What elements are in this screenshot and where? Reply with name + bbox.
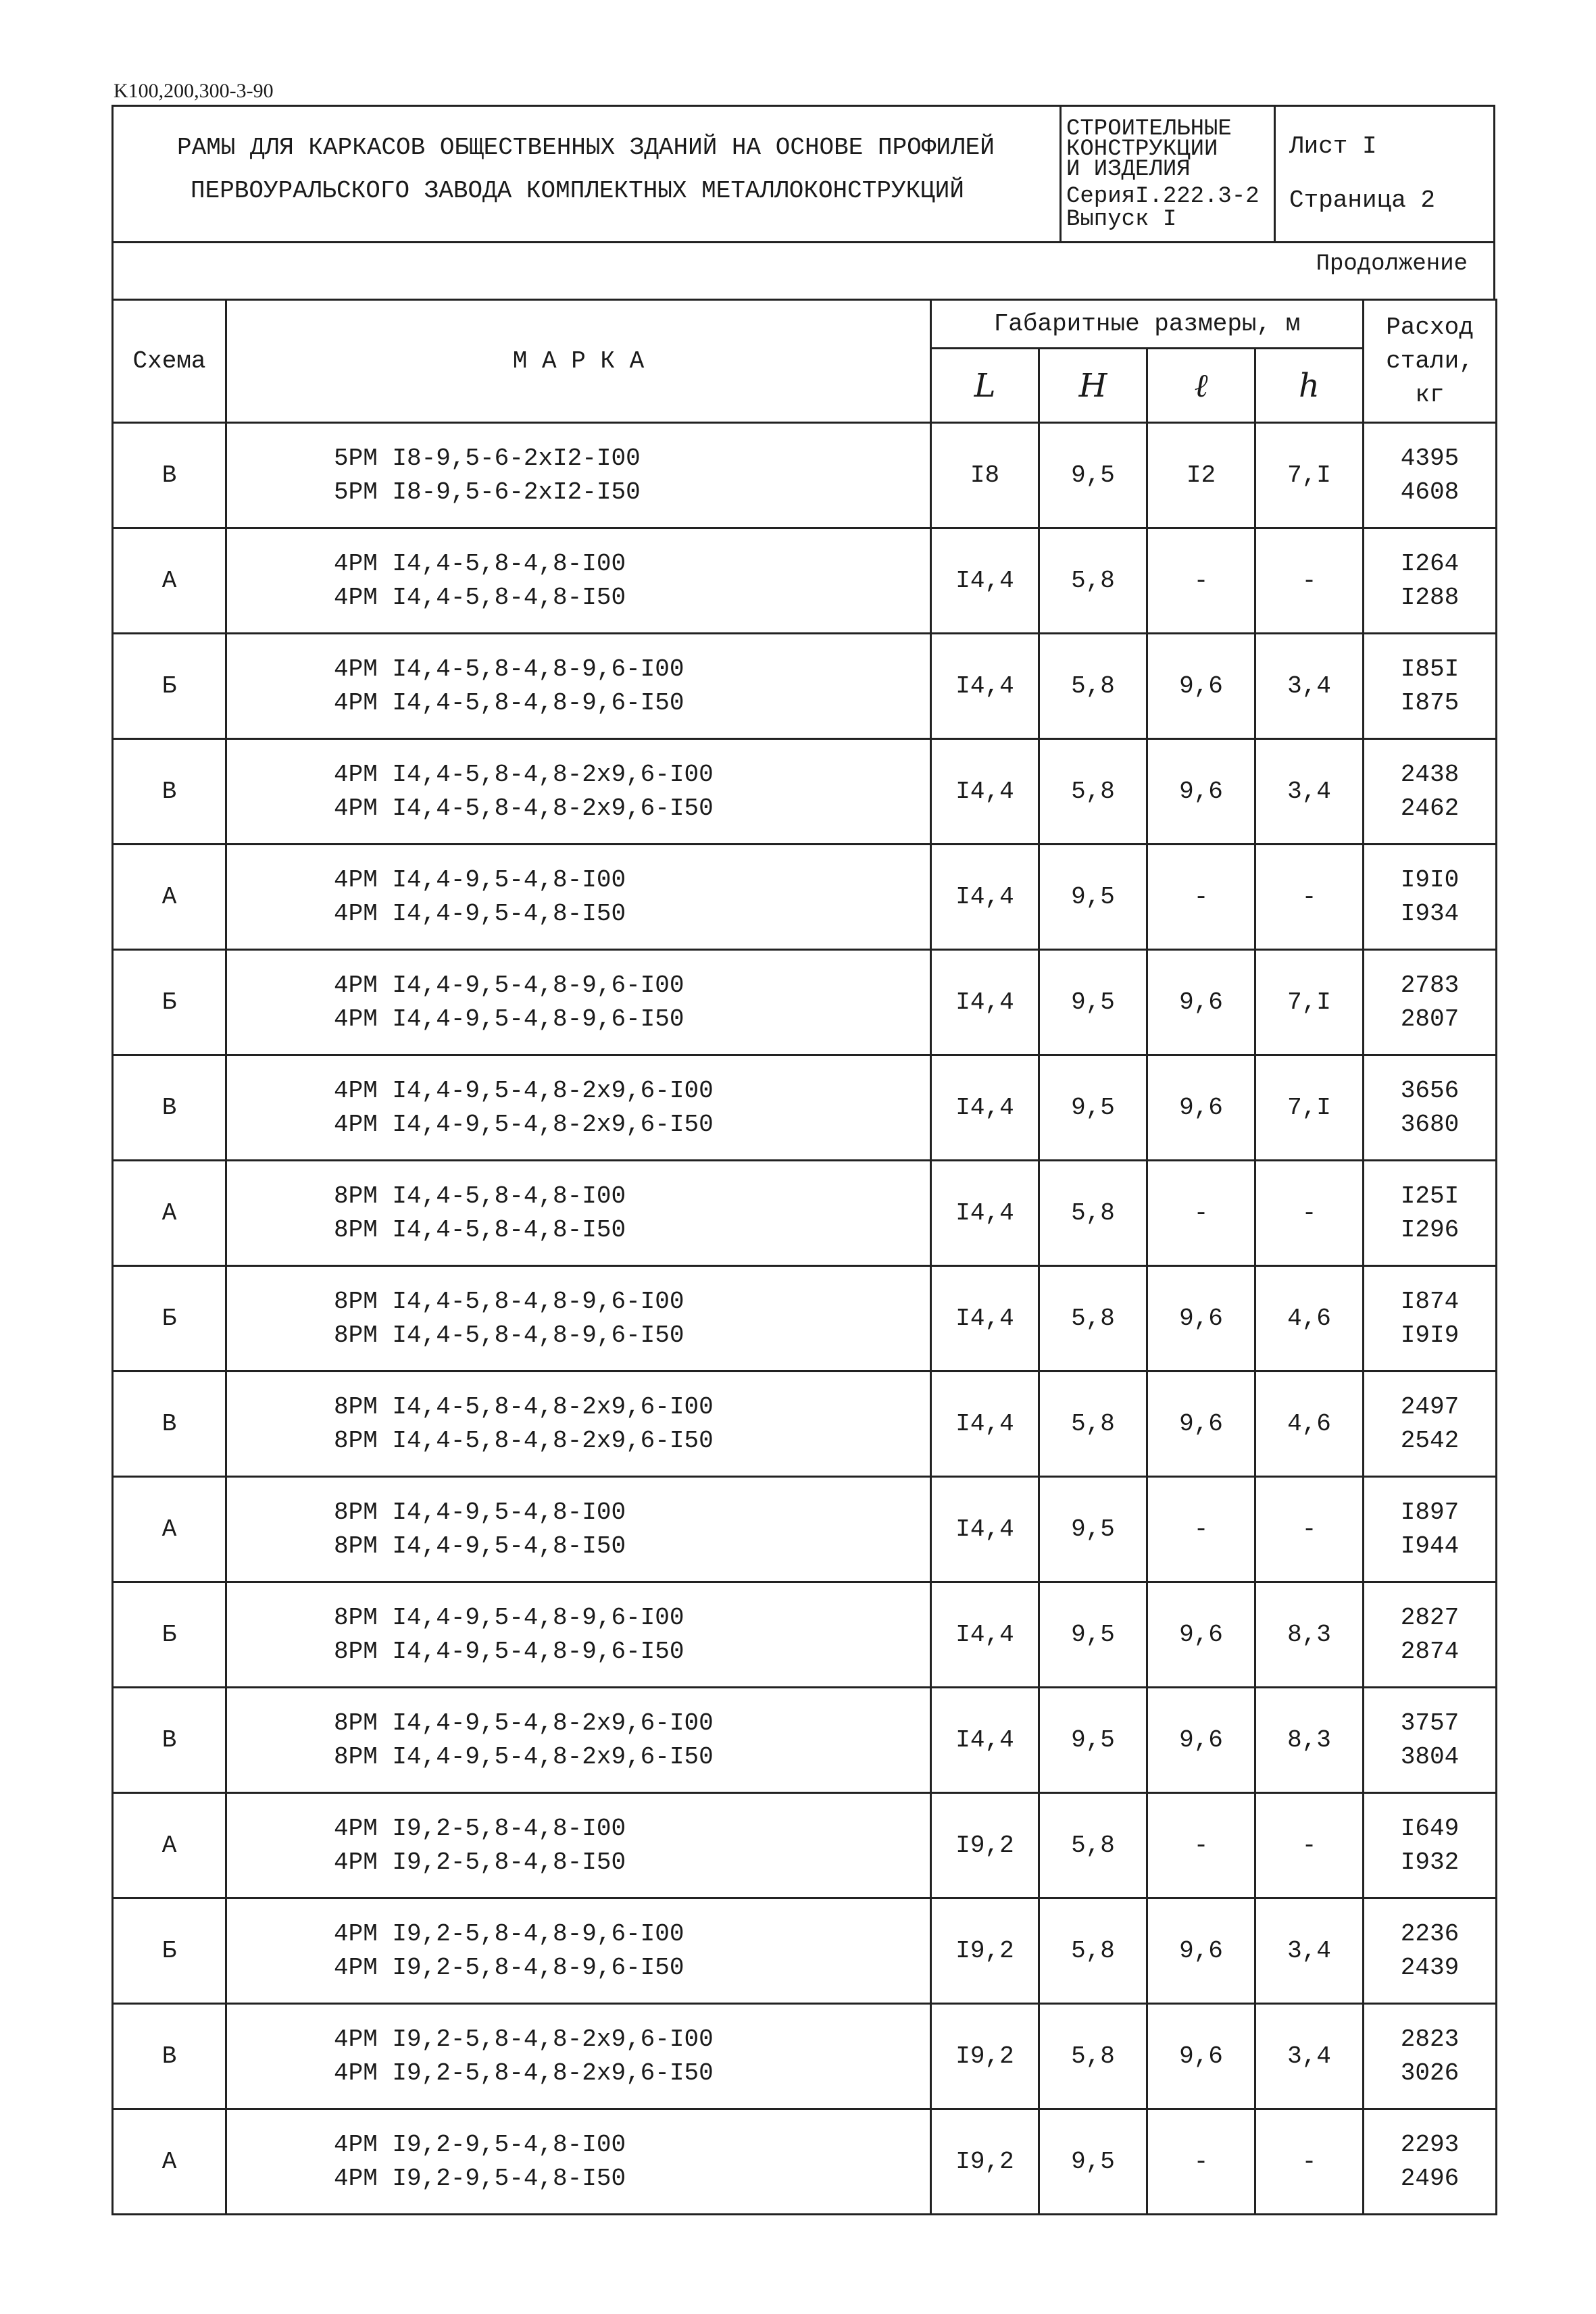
cell-l: 9,6 [1147, 1688, 1255, 1793]
cell-steel [1364, 1055, 1497, 1161]
steel-150: 4608 [1400, 478, 1460, 506]
cell-l: 9,6 [1147, 950, 1255, 1055]
cell-l: I2 [1147, 423, 1255, 528]
cell-scheme: А [113, 1793, 226, 1898]
mark-100: 8РМ I4,4-5,8-4,8-I00 [334, 1182, 626, 1210]
cell-H: 5,8 [1039, 1898, 1147, 2004]
cell-H: 5,8 [1039, 1793, 1147, 1898]
table-row [113, 1055, 1497, 1161]
cell-h: 4,6 [1255, 1266, 1364, 1372]
cell-L: I4,4 [931, 950, 1039, 1055]
cell-steel [1364, 2109, 1497, 2215]
steel-100: I897 [1400, 1498, 1460, 1526]
title-line-1: РАМЫ ДЛЯ КАРКАСОВ ОБЩЕСТВЕННЫХ ЗДАНИЙ НА ОСНОВЕ ПРОФИЛЕЙ [177, 134, 995, 161]
header-scheme: Схема [113, 300, 226, 423]
cell-scheme: Б [113, 1582, 226, 1688]
continuation-label: Продолжение [1316, 251, 1468, 277]
cell-H: 5,8 [1039, 634, 1147, 739]
table-row [113, 950, 1497, 1055]
cell-h: 3,4 [1255, 739, 1364, 845]
steel-150: 2542 [1400, 1426, 1460, 1455]
steel-150: 2462 [1400, 794, 1460, 822]
mark-100: 4РМ I4,4-5,8-4,8-2х9,6-I00 [334, 760, 714, 788]
mark-100: 5РМ I8-9,5-6-2хI2-I00 [334, 444, 641, 472]
cell-h: - [1255, 1793, 1364, 1898]
steel-150: I944 [1400, 1532, 1460, 1560]
series-line-2: КОНСТРУКЦИИ [1066, 136, 1218, 162]
mark-100: 8РМ I4,4-9,5-4,8-9,6-I00 [334, 1603, 684, 1632]
header-L: L [931, 349, 1039, 423]
cell-mark [226, 950, 931, 1055]
cell-l: - [1147, 528, 1255, 634]
cell-steel [1364, 1582, 1497, 1688]
cell-mark [226, 1688, 931, 1793]
cell-steel [1364, 1793, 1497, 1898]
cell-scheme: В [113, 2004, 226, 2109]
header-steel-line3: кг [1415, 380, 1445, 409]
steel-100: I649 [1400, 1814, 1460, 1842]
document-code: K100,200,300-3-90 [114, 80, 274, 102]
table-row [113, 1477, 1497, 1582]
header-steel-line2: стали, [1386, 347, 1474, 375]
cell-steel [1364, 528, 1497, 634]
cell-steel [1364, 2004, 1497, 2109]
cell-steel [1364, 950, 1497, 1055]
mark-100: 4РМ I4,4-9,5-4,8-I00 [334, 865, 626, 894]
cell-H: 9,5 [1039, 1477, 1147, 1582]
table-row [113, 1793, 1497, 1898]
steel-150: I9I9 [1400, 1321, 1460, 1349]
cell-H: 9,5 [1039, 950, 1147, 1055]
table-row [113, 528, 1497, 634]
cell-mark [226, 1793, 931, 1898]
cell-mark [226, 1266, 931, 1372]
cell-L: I4,4 [931, 1055, 1039, 1161]
table-row [113, 739, 1497, 845]
cell-l: - [1147, 2109, 1255, 2215]
steel-150: 3804 [1400, 1742, 1460, 1771]
cell-steel [1364, 1266, 1497, 1372]
cell-L: I9,2 [931, 2109, 1039, 2215]
cell-h: - [1255, 528, 1364, 634]
header-h: h [1255, 349, 1364, 423]
cell-H: 5,8 [1039, 1161, 1147, 1266]
cell-H: 5,8 [1039, 739, 1147, 845]
mark-150: 8РМ I4,4-9,5-4,8-2х9,6-I50 [334, 1742, 714, 1771]
cell-L: I4,4 [931, 1266, 1039, 1372]
cell-h: 7,I [1255, 950, 1364, 1055]
cell-H: 5,8 [1039, 1372, 1147, 1477]
table-row [113, 1688, 1497, 1793]
page-number: Страница 2 [1289, 186, 1436, 214]
mark-100: 4РМ I4,4-5,8-4,8-9,6-I00 [334, 655, 684, 683]
steel-100: 3757 [1400, 1709, 1460, 1737]
mark-100: 4РМ I9,2-5,8-4,8-I00 [334, 1814, 626, 1842]
cell-scheme: Б [113, 1266, 226, 1372]
table-row [113, 1372, 1497, 1477]
cell-l: 9,6 [1147, 1898, 1255, 2004]
steel-100: I9I0 [1400, 865, 1460, 894]
mark-150: 4РМ I4,4-9,5-4,8-2х9,6-I50 [334, 1110, 714, 1138]
mark-100: 8РМ I4,4-5,8-4,8-2х9,6-I00 [334, 1392, 714, 1421]
cell-h: 3,4 [1255, 634, 1364, 739]
cell-mark [226, 528, 931, 634]
cell-h: 8,3 [1255, 1582, 1364, 1688]
cell-L: I4,4 [931, 1477, 1039, 1582]
steel-150: 2496 [1400, 2164, 1460, 2192]
cell-scheme: А [113, 845, 226, 950]
cell-h: - [1255, 845, 1364, 950]
steel-150: I288 [1400, 583, 1460, 611]
cell-mark [226, 634, 931, 739]
cell-L: I4,4 [931, 634, 1039, 739]
left-rule [111, 243, 114, 299]
header-dimensions: Габаритные размеры, м [931, 300, 1364, 349]
mark-150: 8РМ I4,4-5,8-4,8-I50 [334, 1215, 626, 1244]
mark-100: 4РМ I9,2-5,8-4,8-2х9,6-I00 [334, 2025, 714, 2053]
frames-table [111, 299, 1497, 2215]
cell-l: - [1147, 1161, 1255, 1266]
mark-150: 8РМ I4,4-5,8-4,8-2х9,6-I50 [334, 1426, 714, 1455]
cell-h: - [1255, 1477, 1364, 1582]
steel-100: 2827 [1400, 1603, 1460, 1632]
mark-150: 4РМ I4,4-9,5-4,8-9,6-I50 [334, 1005, 684, 1033]
mark-150: 4РМ I4,4-5,8-4,8-9,6-I50 [334, 688, 684, 717]
title-divider-2 [1274, 105, 1276, 243]
steel-150: 2439 [1400, 1953, 1460, 1982]
cell-scheme: В [113, 1055, 226, 1161]
cell-h: 3,4 [1255, 2004, 1364, 2109]
mark-100: 4РМ I4,4-9,5-4,8-9,6-I00 [334, 971, 684, 999]
cell-mark [226, 2109, 931, 2215]
cell-steel [1364, 739, 1497, 845]
steel-150: I932 [1400, 1848, 1460, 1876]
cell-l: - [1147, 845, 1255, 950]
table-row [113, 2109, 1497, 2215]
table-row [113, 1266, 1497, 1372]
cell-l: 9,6 [1147, 634, 1255, 739]
cell-H: 9,5 [1039, 1055, 1147, 1161]
steel-100: 2497 [1400, 1392, 1460, 1421]
cell-l: 9,6 [1147, 1055, 1255, 1161]
cell-L: I4,4 [931, 1161, 1039, 1266]
steel-150: I934 [1400, 899, 1460, 928]
mark-150: 5РМ I8-9,5-6-2хI2-I50 [334, 478, 641, 506]
cell-L: I9,2 [931, 1898, 1039, 2004]
cell-mark [226, 1055, 931, 1161]
mark-150: 8РМ I4,4-9,5-4,8-I50 [334, 1532, 626, 1560]
sheet-number: Лист I [1289, 132, 1377, 160]
cell-L: I9,2 [931, 2004, 1039, 2109]
mark-100: 8РМ I4,4-5,8-4,8-9,6-I00 [334, 1287, 684, 1315]
header-steel-line1: Расход [1386, 313, 1474, 341]
table-row [113, 1161, 1497, 1266]
cell-mark [226, 423, 931, 528]
series-line-3: И ИЗДЕЛИЯ [1066, 157, 1191, 182]
cell-mark [226, 845, 931, 950]
cell-steel [1364, 1688, 1497, 1793]
cell-scheme: Б [113, 634, 226, 739]
mark-100: 8РМ I4,4-9,5-4,8-2х9,6-I00 [334, 1709, 714, 1737]
cell-mark [226, 1898, 931, 2004]
cell-l: 9,6 [1147, 2004, 1255, 2109]
cell-scheme: В [113, 739, 226, 845]
cell-H: 9,5 [1039, 1582, 1147, 1688]
cell-scheme: В [113, 1372, 226, 1477]
cell-L: I4,4 [931, 528, 1039, 634]
steel-100: 2823 [1400, 2025, 1460, 2053]
cell-l: 9,6 [1147, 1266, 1255, 1372]
steel-100: I264 [1400, 549, 1460, 578]
cell-H: 9,5 [1039, 1688, 1147, 1793]
steel-150: 2874 [1400, 1637, 1460, 1665]
table-row [113, 634, 1497, 739]
steel-100: 2438 [1400, 760, 1460, 788]
cell-h: - [1255, 1161, 1364, 1266]
mark-100: 8РМ I4,4-9,5-4,8-I00 [334, 1498, 626, 1526]
header-steel [1364, 300, 1497, 423]
steel-150: 3680 [1400, 1110, 1460, 1138]
title-divider-1 [1059, 105, 1062, 243]
cell-H: 9,5 [1039, 423, 1147, 528]
table-row [113, 1582, 1497, 1688]
mark-150: 4РМ I9,2-5,8-4,8-9,6-I50 [334, 1953, 684, 1982]
header-mark: М А Р К А [226, 300, 931, 423]
cell-steel [1364, 845, 1497, 950]
cell-mark [226, 2004, 931, 2109]
steel-150: 3026 [1400, 2059, 1460, 2087]
cell-l: 9,6 [1147, 739, 1255, 845]
table-body [113, 423, 1497, 2215]
series-line-1: СТРОИТЕЛЬНЫЕ [1066, 116, 1232, 142]
mark-100: 4РМ I9,2-9,5-4,8-I00 [334, 2130, 626, 2159]
steel-150: I875 [1400, 688, 1460, 717]
table-row [113, 845, 1497, 950]
cell-scheme: В [113, 423, 226, 528]
mark-150: 4РМ I9,2-5,8-4,8-I50 [334, 1848, 626, 1876]
mark-150: 8РМ I4,4-5,8-4,8-9,6-I50 [334, 1321, 684, 1349]
cell-steel [1364, 423, 1497, 528]
cell-l: - [1147, 1793, 1255, 1898]
cell-L: I4,4 [931, 1688, 1039, 1793]
cell-h: 8,3 [1255, 1688, 1364, 1793]
steel-150: I296 [1400, 1215, 1460, 1244]
cell-scheme: А [113, 2109, 226, 2215]
cell-l: 9,6 [1147, 1582, 1255, 1688]
cell-mark [226, 1477, 931, 1582]
table-row [113, 1898, 1497, 2004]
cell-L: I4,4 [931, 739, 1039, 845]
title-line-2: ПЕРВОУРАЛЬСКОГО ЗАВОДА КОМПЛЕКТНЫХ МЕТАЛЛОКОНСТРУКЦИЙ [191, 177, 964, 205]
table-row [113, 2004, 1497, 2109]
mark-150: 4РМ I4,4-9,5-4,8-I50 [334, 899, 626, 928]
series-line-4: СерияI.222.3-2 [1066, 184, 1260, 209]
steel-100: 4395 [1400, 444, 1460, 472]
cell-L: I4,4 [931, 845, 1039, 950]
mark-100: 4РМ I4,4-5,8-4,8-I00 [334, 549, 626, 578]
cell-mark [226, 1161, 931, 1266]
mark-150: 8РМ I4,4-9,5-4,8-9,6-I50 [334, 1637, 684, 1665]
cell-scheme: А [113, 1477, 226, 1582]
mark-100: 4РМ I4,4-9,5-4,8-2х9,6-I00 [334, 1076, 714, 1105]
cell-scheme: В [113, 1688, 226, 1793]
cell-steel [1364, 1372, 1497, 1477]
mark-100: 4РМ I9,2-5,8-4,8-9,6-I00 [334, 1919, 684, 1948]
steel-100: 2783 [1400, 971, 1460, 999]
cell-mark [226, 1582, 931, 1688]
series-line-5: Выпуск I [1066, 207, 1177, 232]
cell-L: I9,2 [931, 1793, 1039, 1898]
cell-steel [1364, 634, 1497, 739]
steel-100: 2236 [1400, 1919, 1460, 1948]
right-rule [1493, 243, 1495, 299]
steel-100: I25I [1400, 1182, 1460, 1210]
cell-H: 9,5 [1039, 2109, 1147, 2215]
cell-steel [1364, 1161, 1497, 1266]
steel-100: 2293 [1400, 2130, 1460, 2159]
cell-L: I4,4 [931, 1582, 1039, 1688]
mark-150: 4РМ I4,4-5,8-4,8-2х9,6-I50 [334, 794, 714, 822]
cell-h: 4,6 [1255, 1372, 1364, 1477]
cell-h: 7,I [1255, 423, 1364, 528]
cell-l: 9,6 [1147, 1372, 1255, 1477]
mark-150: 4РМ I9,2-9,5-4,8-I50 [334, 2164, 626, 2192]
cell-mark [226, 1372, 931, 1477]
cell-h: 3,4 [1255, 1898, 1364, 2004]
header-H: H [1039, 349, 1147, 423]
cell-H: 9,5 [1039, 845, 1147, 950]
cell-scheme: А [113, 528, 226, 634]
steel-100: 3656 [1400, 1076, 1460, 1105]
cell-scheme: Б [113, 1898, 226, 2004]
cell-h: - [1255, 2109, 1364, 2215]
cell-steel [1364, 1898, 1497, 2004]
cell-H: 5,8 [1039, 2004, 1147, 2109]
mark-150: 4РМ I9,2-5,8-4,8-2х9,6-I50 [334, 2059, 714, 2087]
steel-100: I85I [1400, 655, 1460, 683]
cell-L: I4,4 [931, 1372, 1039, 1477]
cell-l: - [1147, 1477, 1255, 1582]
table-row [113, 423, 1497, 528]
header-l: ℓ [1147, 349, 1255, 423]
cell-H: 5,8 [1039, 1266, 1147, 1372]
cell-L: I8 [931, 423, 1039, 528]
title-block [111, 105, 1495, 243]
steel-100: I874 [1400, 1287, 1460, 1315]
steel-150: 2807 [1400, 1005, 1460, 1033]
cell-h: 7,I [1255, 1055, 1364, 1161]
cell-mark [226, 739, 931, 845]
cell-scheme: Б [113, 950, 226, 1055]
cell-H: 5,8 [1039, 528, 1147, 634]
cell-scheme: А [113, 1161, 226, 1266]
mark-150: 4РМ I4,4-5,8-4,8-I50 [334, 583, 626, 611]
cell-steel [1364, 1477, 1497, 1582]
